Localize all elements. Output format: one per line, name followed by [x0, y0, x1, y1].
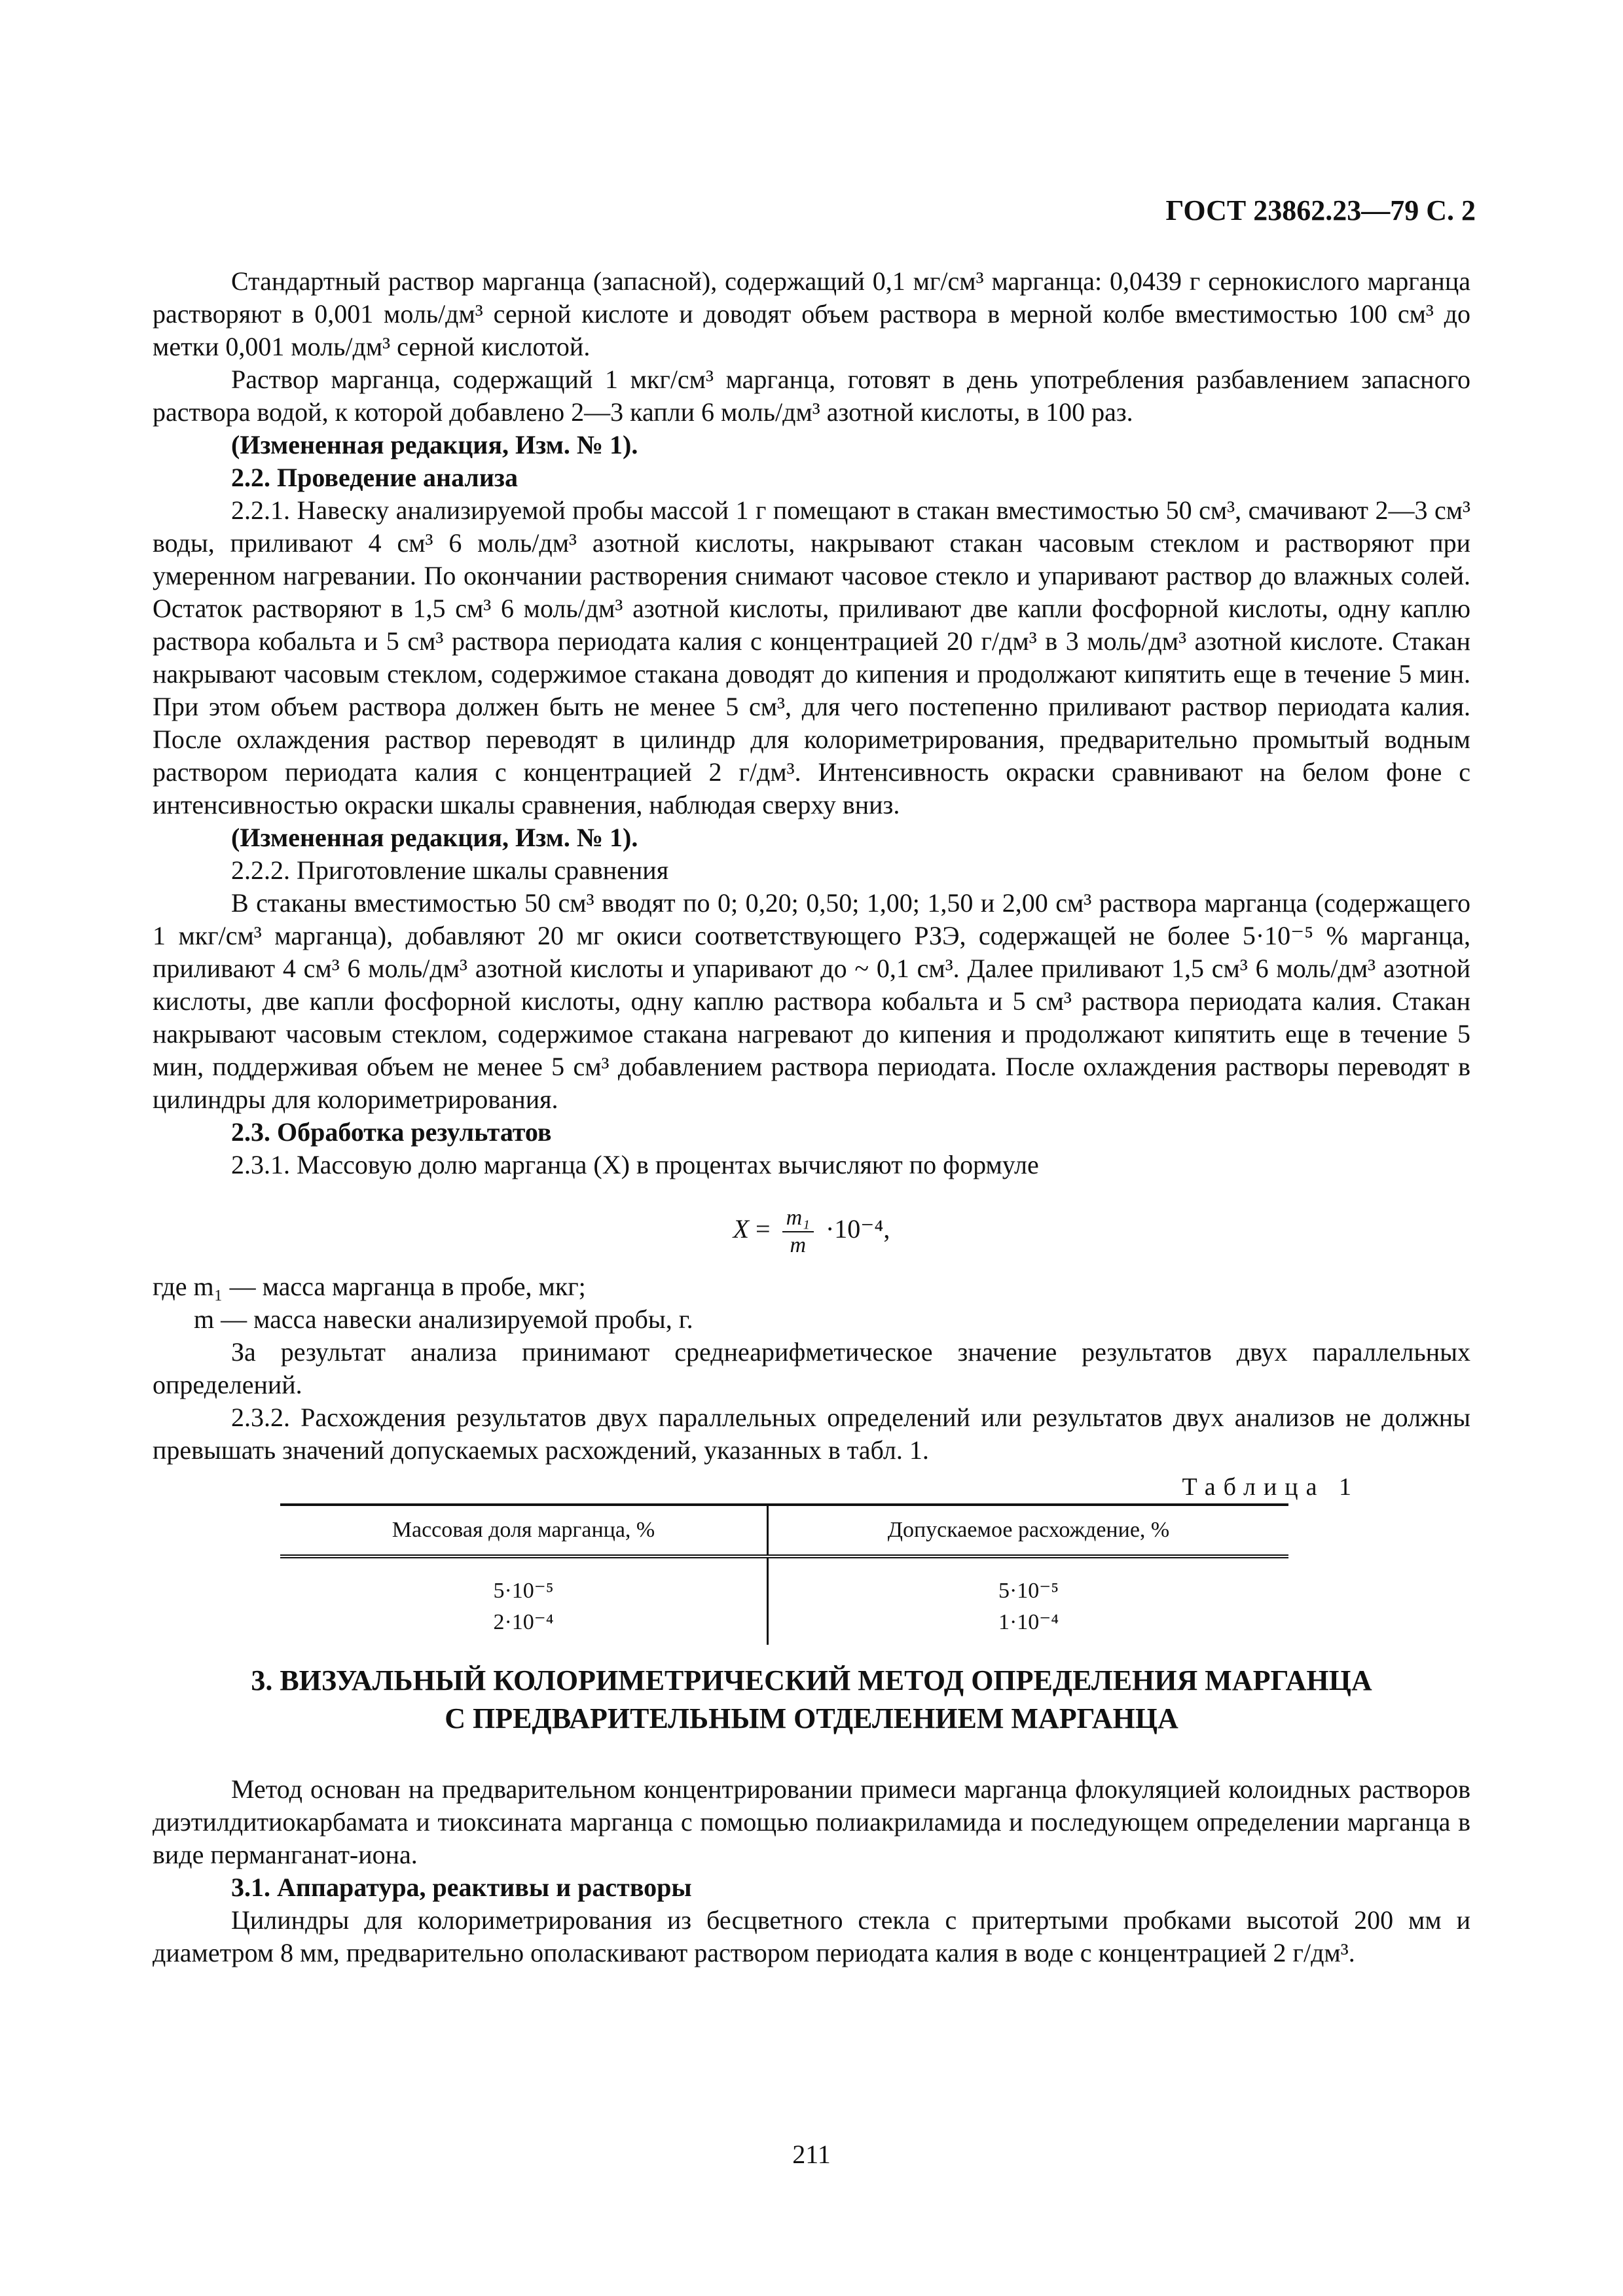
table-cell-value: 1·10⁻⁴ — [998, 1610, 1059, 1634]
formula-trail: , — [883, 1214, 890, 1244]
section-heading: 2.3. Обработка результатов — [231, 1117, 552, 1147]
formula-fraction — [782, 1205, 814, 1259]
paragraph: За результат анализа принимают среднеарифметическое значение результатов двух параллельных определений. — [153, 1337, 1470, 1399]
paragraph: Метод основан на предварительном концентрировании примеси марганца флокуляцией колоидных растворов диэтилдитиокарбамата и тиоксината марганца с помощью полиакриламида и последующем определении марганца в виде перманганат-иона. — [153, 1774, 1470, 1869]
paragraph: 2.3.1. Массовую долю марганца (X) в процентах вычисляют по формуле — [231, 1150, 1039, 1179]
document-body — [153, 265, 1470, 1969]
section-heading: 3.1. Аппаратура, реактивы и растворы — [231, 1873, 692, 1902]
paragraph: Раствор марганца, содержащий 1 мкг/см³ марганца, готовят в день употребления разбавлением запасного раствора водой, к которой добавлено 2—3 капли 6 моль/дм³ азотной кислоты, в 100 раз. — [153, 365, 1470, 427]
table-cell — [280, 1556, 768, 1645]
paragraph: 2.2.1. Навеску анализируемой пробы массой 1 г помещают в стакан вместимостью 50 см³, смачивают 2—3 см³ воды, приливают 4 см³ 6 моль/дм³ азотной кислоты, накрывают стакан часовым стеклом и растворяют при умеренном нагревании. По окончании растворения снимают часовое стекло и упаривают раствор до влажных солей. Остаток растворяют в 1,5 см³ 6 моль/дм³ азотной кислоты, приливают две капли фосфорной кислоты, одну каплю раствора кобальта и 5 см³ раствора периодата калия с концентрацией 20 г/дм³ в 3 моль/дм³ азотной кислоте. Стакан накрывают часовым стеклом, содержимое стакана доводят до кипения и продолжают кипятить еще в течение 5 мин. При этом объем раствора должен быть не менее 5 см³, для чего постепенно приливают раствор периодата калия. После охлаждения раствор переводят в цилиндр для колориметрирования, предварительно промытый водным раствором периодата калия с концентрацией 2 г/дм³. Интенсивность окраски сравнивают на белом фоне с интенсивностью окраски шкалы сравнения, наблюдая сверху вниз. — [153, 495, 1470, 819]
section-3-title: 3. ВИЗУАЛЬНЫЙ КОЛОРИМЕТРИЧЕСКИЙ МЕТОД ОПРЕДЕЛЕНИЯ МАРГАНЦА С ПРЕДВАРИТЕЛЬНЫМ ОТДЕЛЕНИЕМ МАРГАНЦА — [251, 1664, 1372, 1734]
formula-lhs: X — [733, 1214, 750, 1244]
amendment-note: (Измененная редакция, Изм. № 1). — [231, 430, 638, 459]
document-header-id: ГОСТ 23862.23—79 С. 2 — [1165, 194, 1476, 226]
table-header-row — [280, 1505, 1288, 1556]
table-cell-value: 5·10⁻⁵ — [493, 1579, 554, 1603]
paragraph: Стандартный раствор марганца (запасной), содержащий 0,1 мг/см³ марганца: 0,0439 г сернокислого марганца растворяют в 0,001 моль/дм³ серной кислоте и доводят объем раствора в мерной колбе вместимостью 100 см³ до метки 0,001 моль/дм³ серной кислотой. — [153, 266, 1470, 361]
formula-equals: = — [756, 1214, 771, 1244]
table-header-cell: Массовая доля марганца, % — [280, 1505, 768, 1556]
amendment-note: (Измененная редакция, Изм. № 1). — [231, 823, 638, 852]
table-cell-value: 5·10⁻⁵ — [998, 1579, 1059, 1603]
page-number: 211 — [792, 2140, 831, 2169]
table-caption: Таблица 1 — [1182, 1473, 1359, 1501]
formula-numerator: m₁ — [782, 1205, 814, 1232]
formula-legend-line: где m₁ — масса марганца в пробе, мкг; — [153, 1272, 586, 1301]
paragraph: В стаканы вместимостью 50 см³ вводят по 0; 0,20; 0,50; 1,00; 1,50 и 2,00 см³ раствора марганца (содержащего 1 мкг/см³ марганца), добавляют 20 мг окиси соответствующего РЗЭ, содержащей не более 5·10⁻⁵ % марганца, приливают 4 см³ 6 моль/дм³ азотной кислоты и упаривают до ~ 0,1 см³. Далее приливают 1,5 см³ 6 моль/дм³ азотной кислоты, две капли фосфорной кислоты, одну каплю раствора кобальта и 5 см³ раствора периодата калия. Стакан накрывают часовым стеклом, содержимое стакана нагревают до кипения и продолжают кипятить еще в течение 5 мин, поддерживая объем не менее 5 см³ добавлением раствора периодата. После охлаждения растворы переводят в цилиндры для колориметрирования. — [153, 888, 1470, 1114]
subsection-title: 2.2.2. Приготовление шкалы сравнения — [231, 855, 669, 885]
table-cell-value: 2·10⁻⁴ — [493, 1610, 554, 1634]
formula-factor: ·10⁻⁴ — [825, 1214, 884, 1244]
paragraph: 2.3.2. Расхождения результатов двух параллельных определений или результатов двух анализов не должны превышать значений допускаемых расхождений, указанных в табл. 1. — [153, 1403, 1470, 1465]
formula — [153, 1205, 1470, 1259]
formula-denominator: m — [790, 1233, 807, 1257]
formula-legend-line: m — масса навески анализируемой пробы, г. — [194, 1304, 693, 1334]
table-row — [280, 1556, 1288, 1645]
table-header-cell: Допускаемое расхождение, % — [768, 1505, 1288, 1556]
section-heading: 2.2. Проведение анализа — [231, 463, 518, 492]
tolerance-table — [280, 1503, 1288, 1645]
table-cell — [768, 1556, 1288, 1645]
paragraph: Цилиндры для колориметрирования из бесцветного стекла с притертыми пробками высотой 200 мм и диаметром 8 мм, предварительно ополаскивают раствором периодата калия в воде с концентрацией 2 г/дм³. — [153, 1905, 1470, 1967]
